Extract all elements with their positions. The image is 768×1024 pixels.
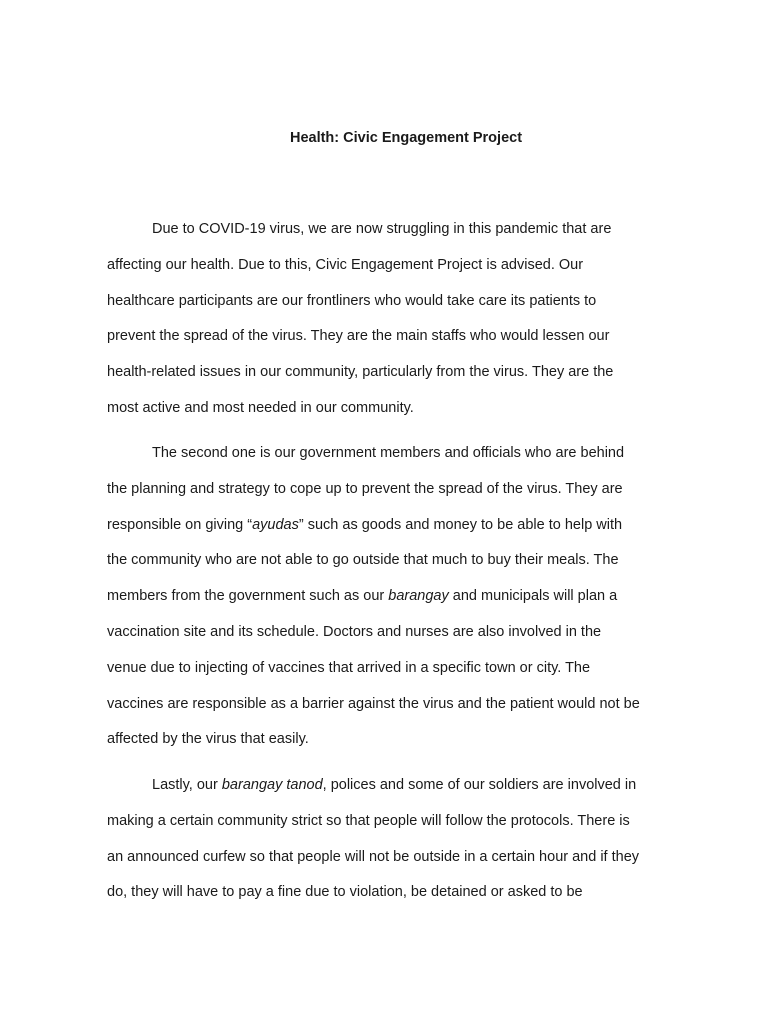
text-run: members from the government such as our (107, 588, 389, 605)
italic-term-barangay-tanod: barangay tanod (221, 777, 323, 793)
paragraph-line: making a certain community strict so that people will follow the protocols. There is (107, 812, 630, 829)
text-run: responsible on giving “ (107, 516, 253, 533)
paragraph-1 (107, 212, 663, 427)
paragraph-line (107, 579, 663, 615)
paragraph-line: most active and most needed in our community. (107, 399, 414, 416)
paragraph-line: vaccines are responsible as a barrier against the virus and the patient would not be (107, 695, 640, 712)
paragraph-line: affected by the virus that easily. (107, 731, 309, 748)
text-run: Lastly, our (152, 777, 222, 793)
italic-term-ayudas: ayudas (252, 516, 299, 533)
paragraph-2 (107, 436, 663, 758)
paragraph-line: health-related issues in our community, particularly from the virus. They are the (107, 364, 614, 381)
text-run: , polices and some of our soldiers are involved in (322, 777, 637, 793)
paragraph-3 (107, 768, 663, 911)
paragraph-line: the community who are not able to go outside that much to buy their meals. The (107, 552, 619, 569)
paragraph-line: an announced curfew so that people will not be outside in a certain hour and if they (107, 848, 640, 865)
paragraph-line (107, 768, 663, 804)
paragraph-line: venue due to injecting of vaccines that arrived in a specific town or city. The (107, 659, 591, 676)
italic-term-barangay: barangay (388, 588, 449, 605)
text-run: and municipals will plan a (448, 588, 618, 605)
paragraph-line (107, 508, 663, 544)
paragraph-line: The second one is our government members and officials who are behind (152, 445, 625, 461)
paragraph-line: do, they will have to pay a fine due to violation, be detained or asked to be (107, 884, 583, 901)
paragraph-line: prevent the spread of the virus. They are the main staffs who would lessen our (107, 328, 610, 345)
paragraph-line: the planning and strategy to cope up to prevent the spread of the virus. They are (107, 480, 623, 497)
paragraph-line: affecting our health. Due to this, Civic Engagement Project is advised. Our (107, 256, 584, 273)
paragraph-line: Due to COVID-19 virus, we are now struggling in this pandemic that are (152, 221, 612, 237)
paragraph-line: vaccination site and its schedule. Doctors and nurses are also involved in the (107, 623, 602, 640)
document-title: Health: Civic Engagement Project (289, 130, 523, 146)
paragraph-line: healthcare participants are our frontliners who would take care its patients to (107, 292, 597, 309)
text-run: ” such as goods and money to be able to help with (298, 516, 623, 533)
